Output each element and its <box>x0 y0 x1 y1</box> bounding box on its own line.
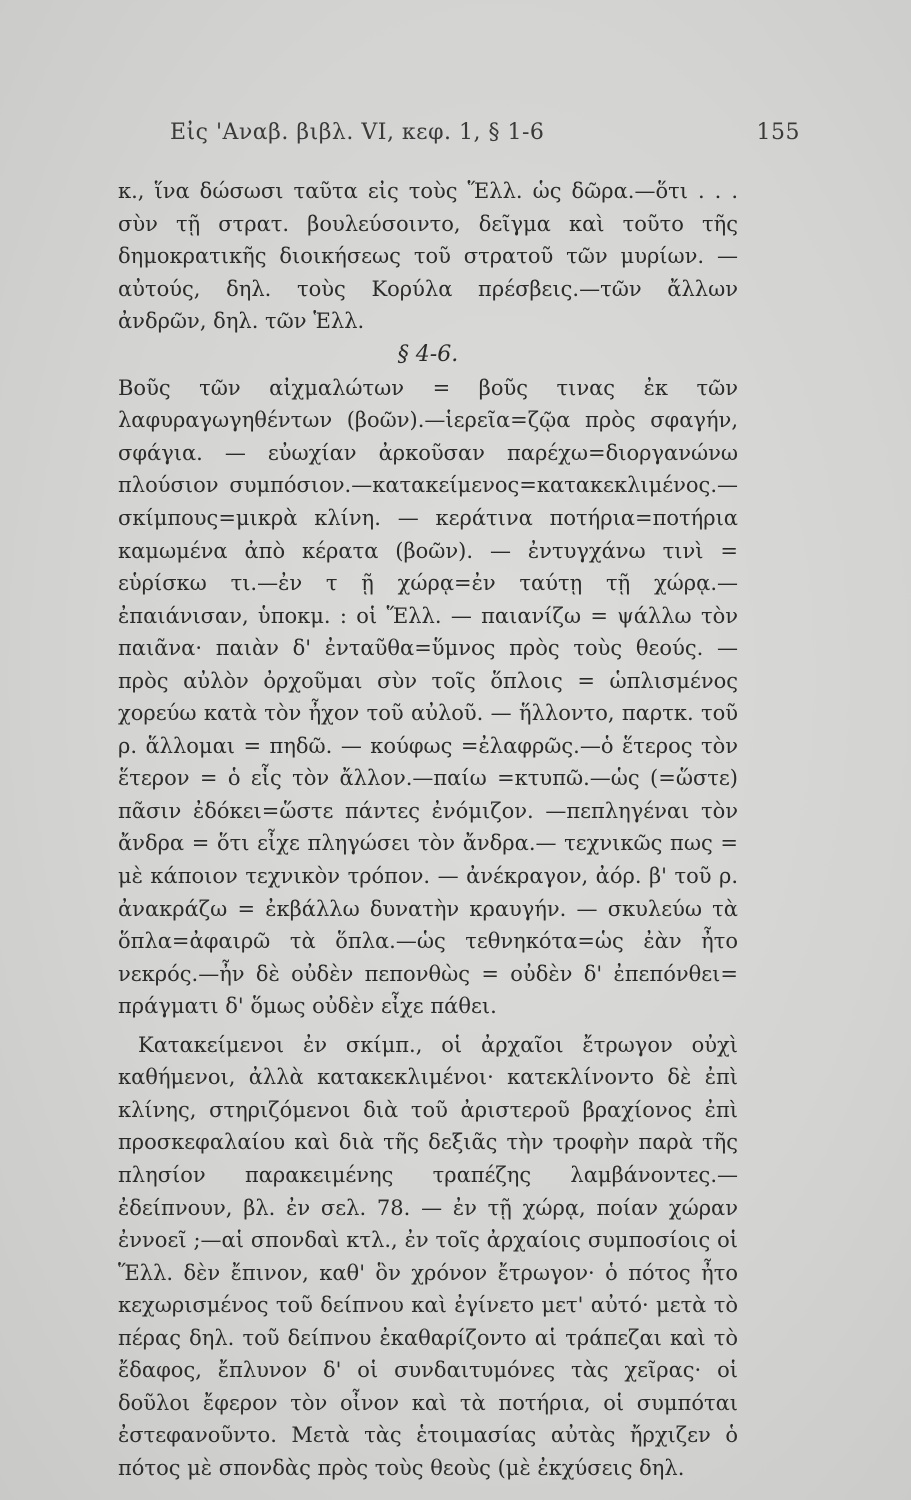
commentary-paragraph-2: Βοῦς τῶν αἰχμαλώτων = βοῦς τινας ἐκ τῶν λαφυραγωγηθέντων (βοῶν).—ἱερεῖα=ζῷα πρὸς σφαγήν, σφάγια. — εὐωχίαν ἀρκοῦσαν παρέχω=διοργανώνω πλούσιον συμπόσιον.—κατακείμενος=κατακεκλιμένος.—σκίμπους=μικρὰ κλίνη. — κεράτινα ποτήρια=ποτήρια καμωμένα ἀπὸ κέρατα (βοῶν). — ἐντυγχάνω τινὶ = εὑρίσκω τι.—ἐν τ ῇ χώρᾳ=ἐν ταύτῃ τῇ χώρᾳ.—ἐπαιάνισαν, ὑποκμ. : οἱ Ἕλλ. — παιανίζω = ψάλλω τὸν παιᾶνα· παιὰν δ' ἐνταῦθα=ὕμνος πρὸς τοὺς θεούς. —πρὸς αὐλὸν ὀρχοῦμαι σὺν τοῖς ὅπλοις = ὡπλισμένος χορεύω κατὰ τὸν ἦχον τοῦ αὐλοῦ. — ἥλλοντο, παρτκ. τοῦ ρ. ἅλλομαι = πηδῶ. — κούφως =ἐλαφρῶς.—ὁ ἕτερος τὸν ἕτερον = ὁ εἷς τὸν ἄλλον.—παίω =κτυπῶ.—ὡς (=ὥστε) πᾶσιν ἐδόκει=ὥστε πάντες ἐνόμιζον. —πεπληγέναι τὸν ἄνδρα = ὅτι εἶχε πληγώσει τὸν ἄνδρα.— τεχνικῶς πως = μὲ κάποιον τεχνικὸν τρόπον. — ἀνέκραγον, ἀόρ. β' τοῦ ρ. ἀνακράζω = ἐκβάλλω δυνατὴν κραυγήν. — σκυλεύω τὰ ὅπλα=ἀφαιρῶ τὰ ὅπλα.—ὡς τεθνηκότα=ὡς ἐὰν ἦτο νεκρός.—ἦν δὲ οὐδὲν πεπονθὼς = οὐδὲν δ' ἐπεπόνθει= πράγματι δ' ὅμως οὐδὲν εἶχε πάθει. <box>118 375 738 1019</box>
running-title: Εἰς 'Αναβ. βιβλ. VI, κεφ. 1, § 1-6 <box>170 120 545 145</box>
page-header <box>170 120 800 145</box>
commentary-paragraph-3: Κατακείμενοι ἐν σκίμπ., οἱ ἀρχαῖοι ἔτρωγον οὐχὶ καθήμενοι, ἀλλὰ κατακεκλιμένοι· κατεκλίνοντο δὲ ἐπὶ κλίνης, στηριζόμενοι διὰ τοῦ ἀριστεροῦ βραχίονος ἐπὶ προσκεφαλαίου καὶ διὰ τῆς δεξιᾶς τὴν τροφὴν παρὰ τῆς πλησίον παρακειμένης τραπέζης λαμβάνοντες.—ἐδείπνουν, βλ. ἐν σελ. 78. — ἐν τῇ χώρᾳ, ποίαν χώραν ἐννοεῖ ;—αἱ σπονδαὶ κτλ., ἐν τοῖς ἀρχαίοις συμποσίοις οἱ Ἕλλ. δὲν ἔπινον, καθ' ὃν χρόνον ἔτρωγον· ὁ πότος ἦτο κεχωρισμένος τοῦ δείπνου καὶ ἐγίνετο μετ' αὐτό· μετὰ τὸ πέρας δηλ. τοῦ δείπνου ἐκαθαρίζοντο αἱ τράπεζαι καὶ τὸ ἔδαφος, ἔπλυνον δ' οἱ συνδαιτυμόνες τὰς χεῖρας· οἱ δοῦλοι ἔφερον τὸν οἶνον καὶ τὰ ποτήρια, οἱ συμπόται ἐστεφανοῦντο. Μετὰ τὰς ἑτοιμασίας αὐτὰς ἤρχιζεν ὁ πότος μὲ σπονδὰς πρὸς τοὺς θεοὺς (μὲ ἐκχύσεις δηλ. <box>118 1032 738 1480</box>
body-text <box>118 175 738 1484</box>
page-number: 155 <box>756 120 800 145</box>
section-heading: § 4-6. <box>397 341 459 367</box>
commentary-paragraph-1: κ., ἵνα δώσωσι ταῦτα εἰς τοὺς Ἕλλ. ὡς δῶρα.—ὅτι . . . σὺν τῇ στρατ. βουλεύσοιντο, δεῖγμα καὶ τοῦτο τῆς δημοκρατικῆς διοικήσεως τοῦ στρατοῦ τῶν μυρίων. — αὐτούς, δηλ. τοὺς Κορύλα πρέσβεις.—τῶν ἄλλων ἀνδρῶν, δηλ. τῶν Ἑλλ. <box>118 179 738 334</box>
